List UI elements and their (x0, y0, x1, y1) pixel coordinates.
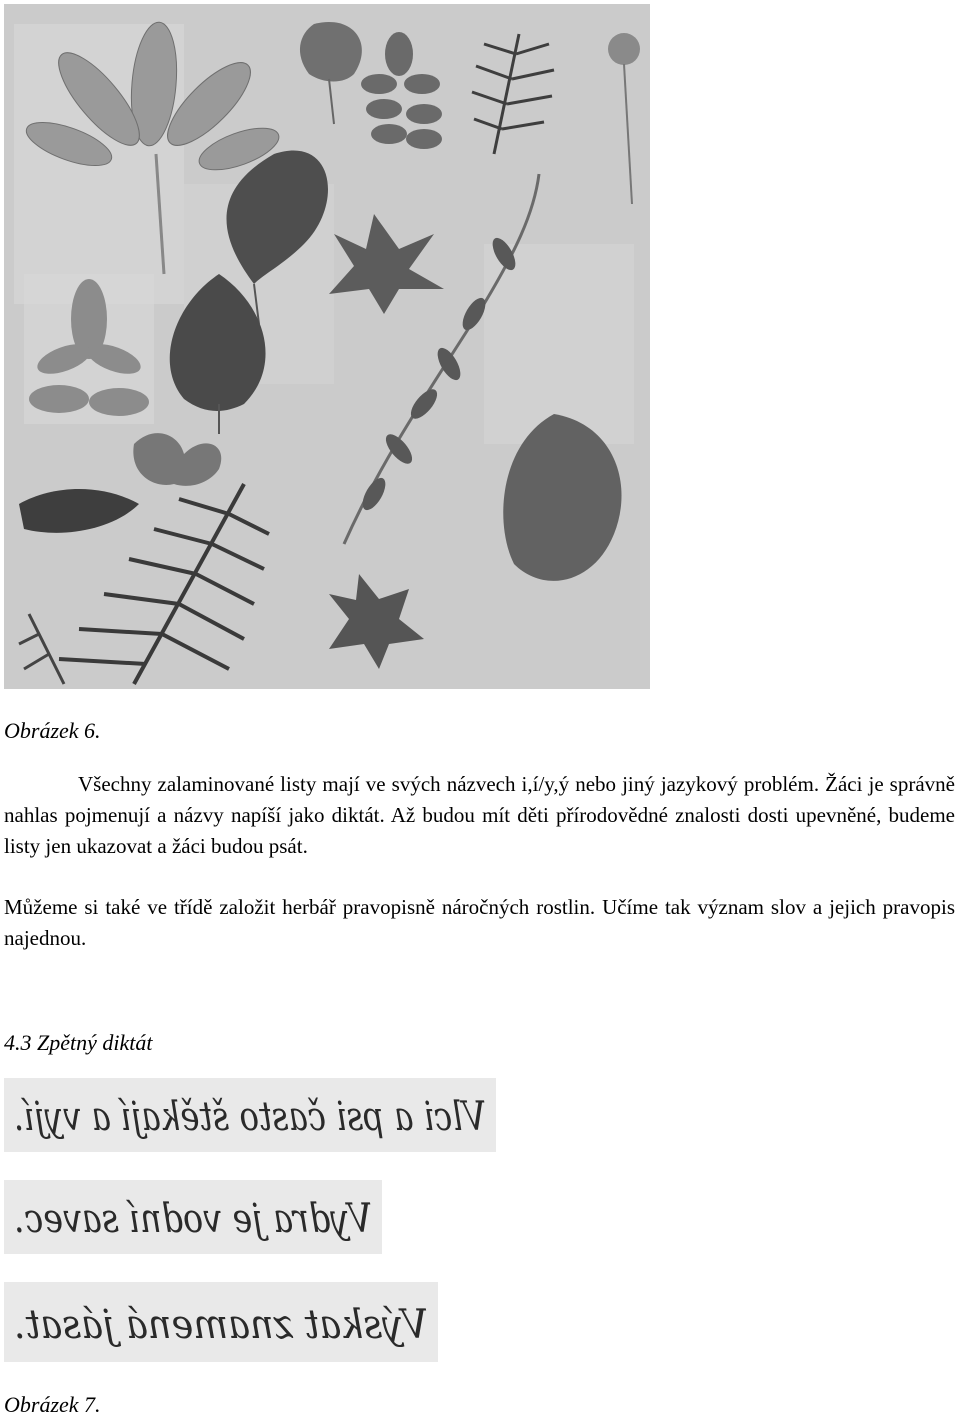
mirror-writing-strip-3 (4, 1282, 438, 1362)
mirror-writing-strip-1 (4, 1078, 496, 1152)
paragraph-herbarium-dictation (4, 769, 955, 862)
mirror-writing-3: Výskat znamená jásat. (14, 1302, 428, 1348)
paragraph-1-text: Všechny zalaminované listy mají ve svých názvech i,í/y,ý nebo jiný jazykový problém. Žáci je správně nahlas pojmenují a názvy napíší jako diktát. Až budou mít děti přírodovědné znalosti dosti upevněné, budeme listy jen ukazovat a žáci budou psát. (4, 772, 955, 858)
mirror-writing-1: Vlci a psi často štěkají a vyjí. (14, 1094, 486, 1140)
paragraph-2-text: Můžeme si také ve třídě založit herbář pravopisně náročných rostlin. Učíme tak význam slov a jejich pravopis najednou. (4, 895, 955, 950)
pressed-leaves-illustration (4, 4, 650, 689)
mirror-writing-strip-2 (4, 1180, 382, 1254)
section-heading: 4.3 Zpětný diktát (4, 1030, 153, 1055)
figure-7-caption: Obrázek 7. (4, 1392, 101, 1417)
figure-6-caption: Obrázek 6. (4, 718, 101, 743)
pressed-leaves-photo (4, 4, 650, 689)
paragraph-herbarium-class (4, 892, 955, 954)
mirror-writing-2: Vydra je vodní savec. (14, 1196, 372, 1242)
